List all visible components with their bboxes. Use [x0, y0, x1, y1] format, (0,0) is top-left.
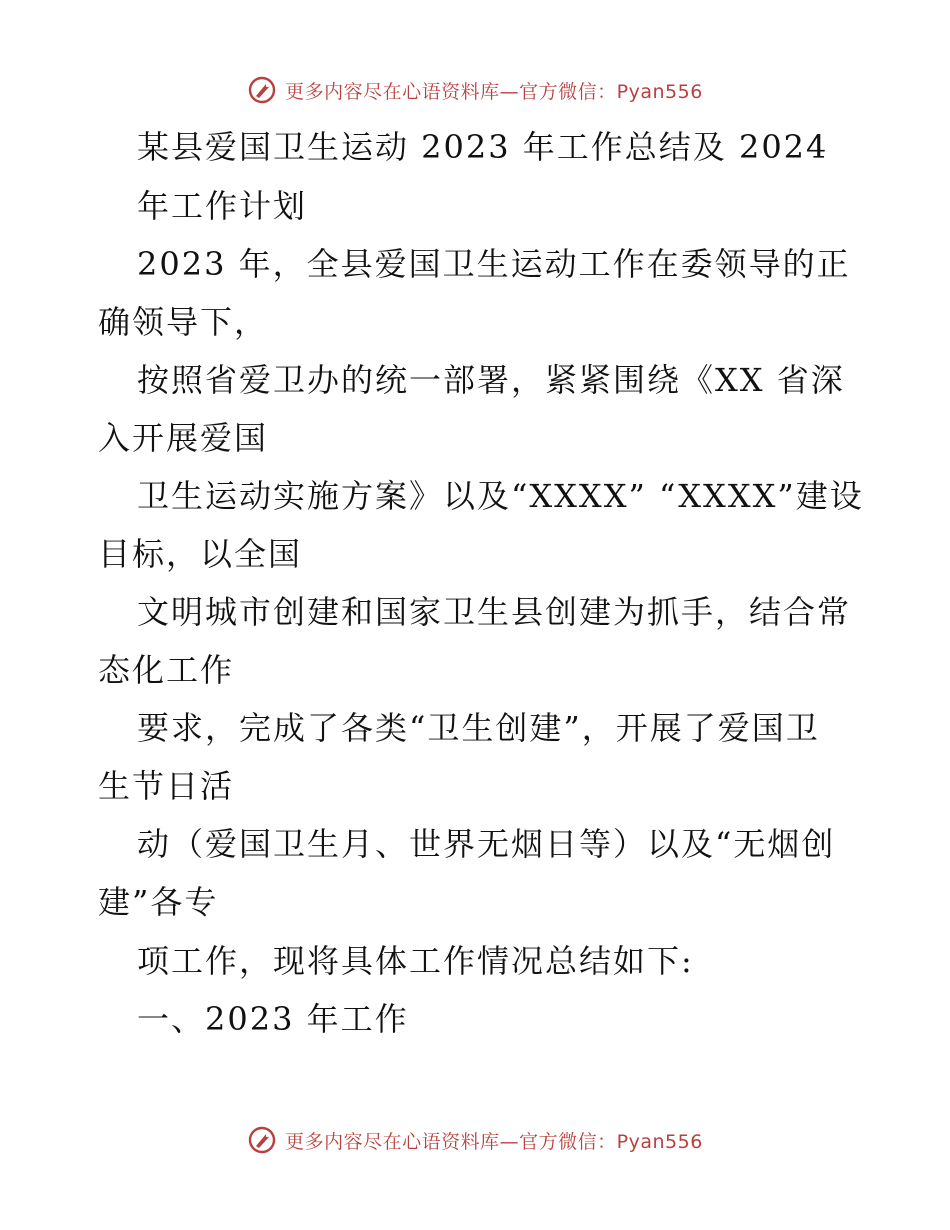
paragraph-line: 动（爱国卫生月、世界无烟日等）以及“无烟创 [137, 825, 836, 863]
watermark-footer [0, 1120, 950, 1160]
paragraph-line: 文明城市创建和国家卫生县创建为抓手，结合常 [137, 593, 852, 631]
paragraph-line: 态化工作 [98, 651, 235, 689]
paragraph-line: 生节日活 [98, 767, 235, 805]
document-title-line-2: 年工作计划 [137, 187, 308, 225]
paragraph-line: 入开展爱国 [98, 419, 269, 457]
paragraph-line: 项工作，现将具体工作情况总结如下: [137, 942, 694, 980]
paragraph-line: 确领导下， [98, 303, 269, 341]
paragraph-line: 目标，以全国 [98, 535, 303, 573]
paragraph-line: 2023 年，全县爱国卫生运动工作在委领导的正 [137, 245, 851, 283]
document-title-line-1: 某县爱国卫生运动 2023 年工作总结及 2024 [137, 128, 829, 166]
watermark-text: 更多内容尽在心语资料库—官方微信：Pyan556 [285, 80, 703, 103]
paragraph-line: 卫生运动实施方案》以及“XXXX” “XXXX”建设 [137, 477, 864, 515]
pen-nib-circle-icon [247, 1125, 277, 1155]
paragraph-line: 建”各专 [98, 883, 219, 921]
paragraph-line: 要求，完成了各类“卫生创建”，开展了爱国卫 [137, 709, 820, 747]
watermark-text: 更多内容尽在心语资料库—官方微信：Pyan556 [285, 1130, 703, 1153]
section-heading: 一、2023 年工作 [137, 1000, 409, 1038]
paragraph-line: 按照省爱卫办的统一部署，紧紧围绕《XX 省深 [137, 361, 845, 399]
